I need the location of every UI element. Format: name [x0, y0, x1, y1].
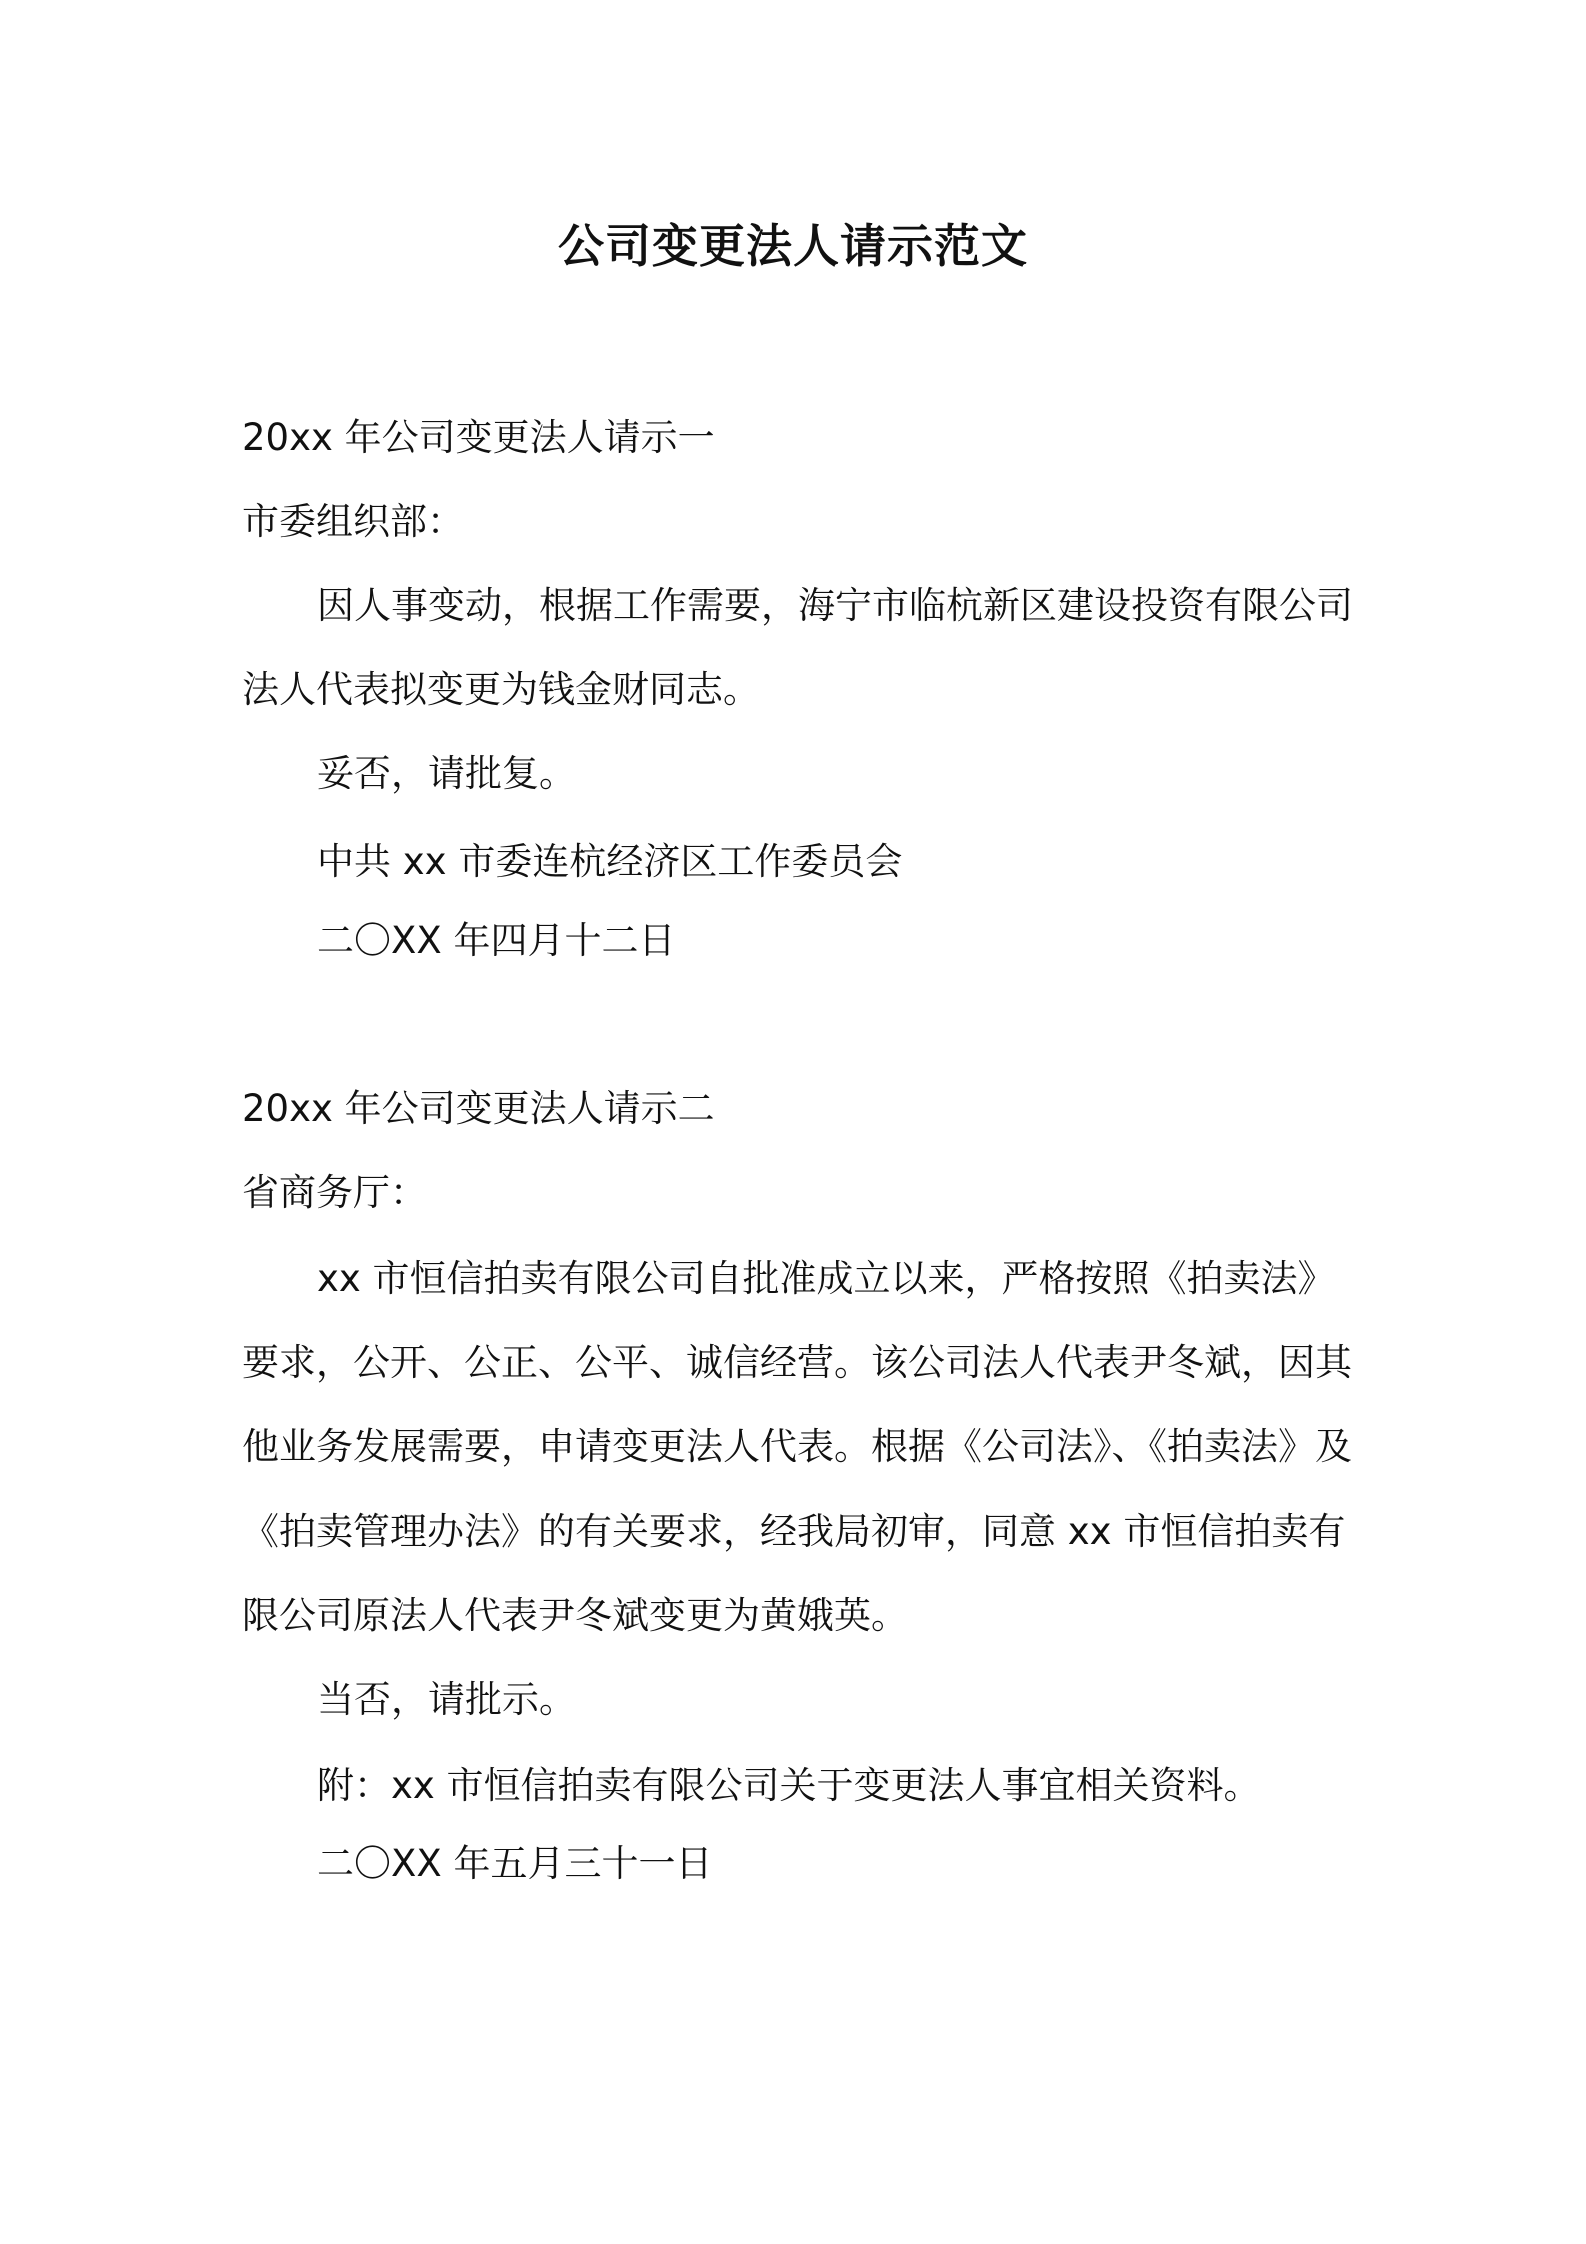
- section1-sender: 中共 xx 市委连杭经济区工作委员会: [317, 840, 903, 883]
- section1-paragraph-line: 法人代表拟变更为钱金财同志。: [242, 668, 760, 711]
- section2-attachment: 附：xx 市恒信拍卖有限公司关于变更法人事宜相关资料。: [317, 1764, 1261, 1807]
- section2-closing: 当否，请批示。: [317, 1678, 576, 1721]
- section2-paragraph-line: xx 市恒信拍卖有限公司自批准成立以来，严格按照《拍卖法》: [317, 1257, 1335, 1300]
- section1-paragraph-line: 因人事变动，根据工作需要，海宁市临杭新区建设投资有限公司: [317, 584, 1353, 627]
- section1-closing: 妥否，请批复。: [317, 752, 576, 795]
- document-title: 公司变更法人请示范文: [558, 219, 1028, 273]
- section1-addressee: 市委组织部：: [242, 500, 464, 543]
- section2-date: 二〇XX 年五月三十一日: [317, 1842, 713, 1885]
- section1-date: 二〇XX 年四月十二日: [317, 919, 676, 962]
- section1-heading: 20xx 年公司变更法人请示一: [242, 416, 715, 459]
- section2-addressee: 省商务厅：: [242, 1171, 427, 1214]
- section2-paragraph-line: 他业务发展需要，申请变更法人代表。根据《公司法》、《拍卖法》及: [242, 1425, 1352, 1468]
- section2-paragraph-line: 《拍卖管理办法》的有关要求，经我局初审，同意 xx 市恒信拍卖有: [242, 1510, 1346, 1553]
- section2-heading: 20xx 年公司变更法人请示二: [242, 1087, 715, 1130]
- section2-paragraph-line: 要求，公开、公正、公平、诚信经营。该公司法人代表尹冬斌，因其: [242, 1341, 1352, 1384]
- section2-paragraph-line: 限公司原法人代表尹冬斌变更为黄娥英。: [242, 1594, 908, 1637]
